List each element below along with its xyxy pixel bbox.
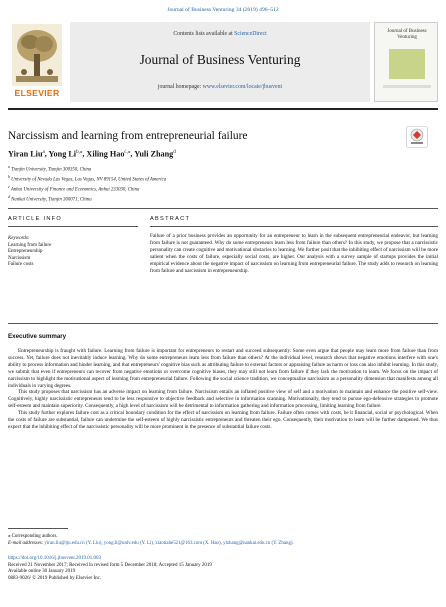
author-name[interactable]: Yiran Liu: [8, 149, 43, 159]
abstract-divider: [150, 226, 438, 227]
abstract-text: Failure of a prior business provides an opportunity for an entrepreneur to learn in the subsequent entrepreneurial endeavor, but learning from failure is not guaranteed. Why do some entrepreneurs learn less from failure than others? In this study, we propose that a narcissistic personality can create cognitive and motivational obstacles to learning. We further posit that the inhibiting effect of narcissism will be more salient when the costs of failure, especially social costs, are higher. Our analysis with a survey sample of startups provides the initial empirical evidence about the negative impact of narcissism on learning from entrepreneurial failure. The study adds to research on learning from failure and narcissism in entrepreneurship.: [150, 233, 438, 275]
author-list: Yiran Liu$^a$, Yong $Li^{b,⁎}$, Xiling Hao$^{c,⁎}$, Yuli Zhang$^d$: [8, 149, 176, 159]
email-addresses[interactable]: yiran.liu@tju.edu.cn (Y. Liu), yong.li@unlv.edu (Y. Li), xiaotiahe521@163.com (X. Hao), ylzhang@nankai.edu.cn (Y. Zhang).: [44, 540, 294, 546]
executive-summary-heading: Executive summary: [8, 333, 67, 340]
sciencedirect-link[interactable]: ScienceDirect: [234, 31, 267, 37]
elsevier-tree-icon: [12, 24, 62, 86]
journal-banner: [70, 22, 370, 102]
contents-availability: [70, 31, 370, 37]
contents-prefix: Contents lists available at: [173, 31, 235, 37]
crossmark-icon[interactable]: [406, 126, 428, 148]
author-affiliation-mark: d: [173, 150, 176, 155]
author-name[interactable]: Xiling Hao: [86, 149, 125, 159]
header-divider: [8, 108, 438, 110]
keyword-item: Failure costs: [8, 262, 34, 268]
author-affiliation-mark: a: [42, 150, 45, 155]
journal-citation: Journal of Business Venturing 34 (2019) 496–512: [167, 7, 279, 13]
keywords-label: Keywords:: [8, 236, 30, 241]
summary-paragraph: Entrepreneurship is fraught with failure. Learning from failure is important for entrepreneurs to restart and succeed subsequently. Some even argue that people may learn more from failure than from success. Yet, failure does not inevitably induce learning. Why do some entrepreneurs learn less from failure than others? At the individual level, research shows that negative emotions interfere with one's ability to process information and hinder learning, and that entrepreneurs' cognitive bias such as attributing failure to external factors or appraising failure as harm or loss can also inhibit learning. In this study, we submit that even if entrepreneurs can recover from negative emotions or overcome cognitive biases, they may still not learn from failure if they lack the motivation to learn. We focus on the impact of narcissism to highlight the motivational aspect of learning from entrepreneurial failure. Following the social science tradition, we conceptualize narcissism as a personality dimension that manifests among all individuals in varying degrees.: [8, 348, 438, 389]
received-dates: Received 21 November 2017; Received in revised form 5 December 2018; Accepted 15 January 2019: [8, 562, 212, 568]
keywords-block: [8, 236, 138, 269]
author-affiliation-mark: b,⁎: [76, 150, 83, 155]
affiliation-item: $^d$ Nankai University, Tianjin 300071, China: [8, 195, 92, 203]
online-date: Available online 30 January 2019: [8, 569, 76, 575]
email-label: E-mail addresses:: [8, 540, 45, 546]
journal-title: Journal of Business Venturing: [139, 52, 301, 67]
keyword-item: Narcissism: [8, 255, 31, 261]
abstract-end-divider: [8, 323, 438, 324]
author-name[interactable]: Yong Li: [48, 149, 77, 159]
affiliation-item: $^a$ Tianjin University, Tianjin 300350, China: [8, 165, 92, 173]
homepage-link[interactable]: www.elsevier.com/locate/jbusvent: [202, 84, 283, 90]
abstract-heading: ABSTRACT: [150, 216, 191, 222]
doi-link[interactable]: https://doi.org/10.1016/j.jbusvent.2019.01.003: [8, 556, 101, 561]
section-divider: [8, 208, 438, 209]
journal-cover-thumbnail[interactable]: [374, 22, 438, 102]
publication-info: [8, 556, 438, 582]
homepage-prefix: journal homepage:: [157, 84, 203, 90]
cover-title: Journal of Business Venturing: [387, 29, 427, 40]
summary-paragraph: This study proposes that narcissism has an adverse impact on learning from failure. Narcissism entails an inflated positive view of self and a motivation to maintain and enhance the positive self-view. Cognitively, highly narcissistic entrepreneurs tend to be less responsive to objective feedback and selective in information scanning. Motivationally, they tend to pursue ego-defensive strategies to promote self-esteem and maintain superiority. Consequently, a high level of narcissism will be detrimental to information gathering and information processing, limiting learning from failure.: [8, 389, 438, 410]
journal-homepage: [70, 84, 370, 90]
keyword-item: Learning from failure: [8, 242, 52, 248]
article-info-divider: [8, 226, 138, 227]
corresponding-note: ⁎ Corresponding authors.: [8, 534, 58, 539]
author-affiliation-mark: c,⁎: [124, 150, 131, 155]
executive-summary-body: [8, 348, 438, 431]
affiliation-item: $^b$ University of Nevada Las Vegas, Las Vegas, NV 89154, United States of America: [8, 175, 167, 183]
summary-paragraph: This study further explores failure cost as a critical boundary condition for the effect of narcissism on learning from failure. Failure often comes with costs, be it financial, social or psychological. When the costs of failure are substantial, failure can undermine the self-esteem of highly narcissistic entrepreneurs and threaten their ego. Consequently, their motivation to learn will be further dampened. We thus expect that the inhibiting effect of the narcissistic personality will be more prominent in the presence of substantial failure costs.: [8, 410, 438, 430]
cover-divider: [383, 85, 431, 88]
footnotes: [8, 534, 438, 547]
copyright-line: 0883-9026/ © 2019 Published by Elsevier Inc.: [8, 575, 102, 581]
affiliations: [8, 164, 408, 204]
footnote-divider: [8, 528, 68, 529]
cover-image: [389, 49, 425, 79]
article-info-heading: ARTICLE INFO: [8, 216, 63, 222]
elsevier-logo[interactable]: [8, 22, 66, 102]
journal-header: [8, 22, 438, 104]
email-line: [8, 541, 438, 548]
keyword-item: Entrepreneurship: [8, 249, 43, 255]
affiliation-item: $^c$ Anhui University of Finance and Economics, Anhui 233030, China: [8, 185, 140, 193]
article-title: Narcissism and learning from entrepreneurial failure: [8, 130, 248, 142]
author-name[interactable]: Yuli Zhang: [134, 149, 174, 159]
elsevier-wordmark: ELSEVIER: [14, 88, 60, 98]
